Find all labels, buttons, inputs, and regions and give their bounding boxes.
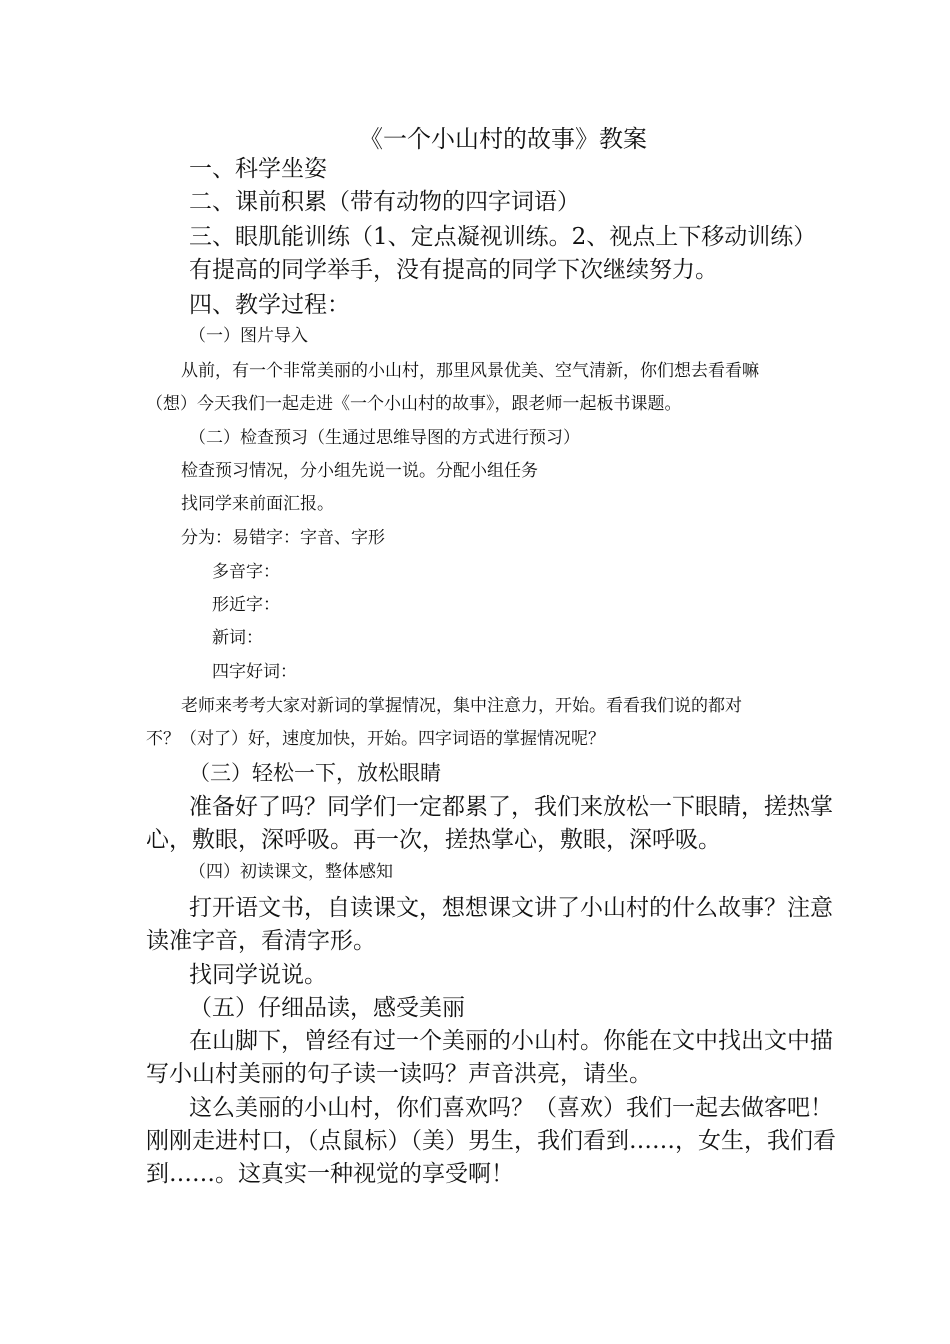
paragraph-line: 分为：易错字：字音、字形 bbox=[181, 528, 385, 548]
paragraph-line: 从前，有一个非常美丽的小山村，那里风景优美、空气清新，你们想去看看嘛 bbox=[181, 361, 759, 381]
paragraph-line: 不？（对了）好，速度加快，开始。四字词语的掌握情况呢？ bbox=[146, 729, 605, 749]
subsection-heading: （四）初读课文，整体感知 bbox=[189, 862, 393, 882]
section-heading: 一、科学坐姿 bbox=[189, 156, 327, 182]
subsection-heading: （一）图片导入 bbox=[189, 326, 308, 346]
paragraph-line: 在山脚下，曾经有过一个美丽的小山村。你能在文中找出文中描 bbox=[189, 1028, 833, 1054]
section-heading: 四、教学过程： bbox=[189, 292, 350, 318]
paragraph-line: 打开语文书，自读课文，想想课文讲了小山村的什么故事？注意 bbox=[189, 895, 833, 921]
list-item: 多音字： bbox=[212, 562, 280, 582]
subsection-heading: （五）仔细品读，感受美丽 bbox=[189, 995, 465, 1021]
paragraph-line: 心，敷眼，深呼吸。再一次，搓热掌心，敷眼，深呼吸。 bbox=[146, 827, 721, 853]
subsection-heading: （二）检查预习（生通过思维导图的方式进行预习） bbox=[189, 428, 580, 448]
list-item: 新词： bbox=[212, 628, 263, 648]
paragraph-line: 准备好了吗？同学们一定都累了，我们来放松一下眼睛，搓热掌 bbox=[189, 794, 833, 820]
paragraph-line: 读准字音，看清字形。 bbox=[146, 928, 376, 954]
paragraph-line: 写小山村美丽的句子读一读吗？声音洪亮，请坐。 bbox=[146, 1061, 652, 1087]
paragraph-line: 这么美丽的小山村，你们喜欢吗？（喜欢）我们一起去做客吧！ bbox=[189, 1095, 833, 1121]
paragraph-line: 找同学说说。 bbox=[189, 962, 327, 988]
document-title: 《一个小山村的故事》教案 bbox=[359, 125, 647, 153]
section-heading: 三、眼肌能训练（1、定点凝视训练。2、视点上下移动训练） bbox=[189, 224, 817, 250]
paragraph-line: 有提高的同学举手，没有提高的同学下次继续努力。 bbox=[189, 257, 718, 283]
list-item: 四字好词： bbox=[212, 662, 297, 682]
paragraph-line: 检查预习情况，分小组先说一说。分配小组任务 bbox=[181, 461, 538, 481]
list-item: 形近字： bbox=[212, 595, 280, 615]
paragraph-line: 找同学来前面汇报。 bbox=[181, 494, 334, 514]
paragraph-line: 老师来考考大家对新词的掌握情况，集中注意力，开始。看看我们说的都对 bbox=[181, 696, 742, 716]
paragraph-line: 到……。这真实一种视觉的享受啊！ bbox=[146, 1161, 514, 1187]
section-heading: 二、课前积累（带有动物的四字词语） bbox=[189, 189, 580, 215]
subsection-heading: （三）轻松一下，放松眼睛 bbox=[189, 761, 441, 785]
paragraph-line: 刚刚走进村口，（点鼠标）（美）男生，我们看到……，女生，我们看 bbox=[146, 1128, 836, 1154]
paragraph-line: （想）今天我们一起走进《一个小山村的故事》，跟老师一起板书课题。 bbox=[146, 394, 682, 414]
